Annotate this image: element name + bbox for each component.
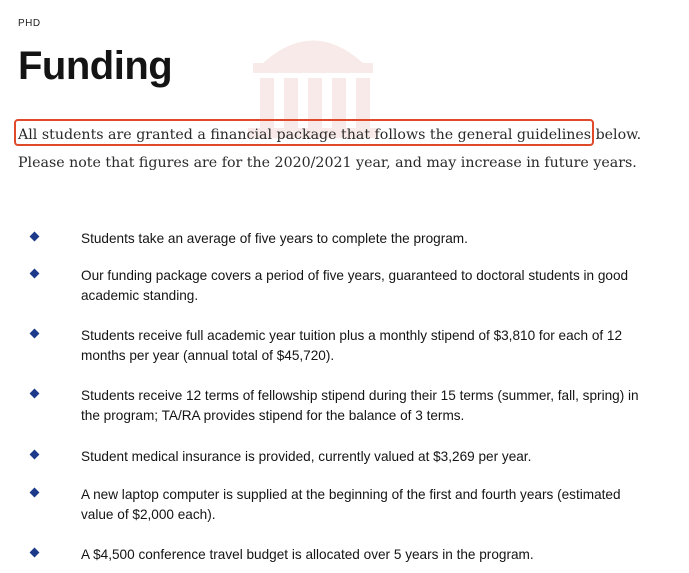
diamond-bullet-icon [30,329,40,339]
section-eyebrow: PHD [18,18,41,29]
intro-rest-text: Please note that figures are for the 2020/2021 year, and may increase in future years. [18,155,637,171]
list-item-text: Our funding package covers a period of five years, guaranteed to doctoral students in good academic standing. [81,268,629,303]
diamond-bullet-icon [30,488,40,498]
diamond-bullet-icon [30,232,40,242]
list-item-text: A $4,500 conference travel budget is allocated over 5 years in the program. [81,547,534,562]
list-item-text: Students take an average of five years to complete the program. [81,231,468,246]
list-item-text: A new laptop computer is supplied at the beginning of the first and fourth years (estimated value of $2,000 each). [81,487,621,522]
diamond-bullet-icon [30,269,40,279]
diamond-bullet-icon [30,450,40,460]
intro-highlighted-text: All students are granted a financial package that follows the general guidelines below. [18,127,642,143]
list-item-text: Student medical insurance is provided, currently valued at $3,269 per year. [81,449,532,464]
diamond-bullet-icon [30,548,40,558]
list-item-text: Students receive full academic year tuition plus a monthly stipend of $3,810 for each of 12 months per year (annual total of $45,720). [81,328,623,363]
page-title: Funding [18,44,173,88]
diamond-bullet-icon [30,389,40,399]
list-item-text: Students receive 12 terms of fellowship stipend during their 15 terms (summer, fall, spring) in the program; TA/RA provides stipend for the balance of 3 terms. [81,388,639,423]
building-dome-icon [238,18,388,138]
intro-paragraph [18,121,678,177]
